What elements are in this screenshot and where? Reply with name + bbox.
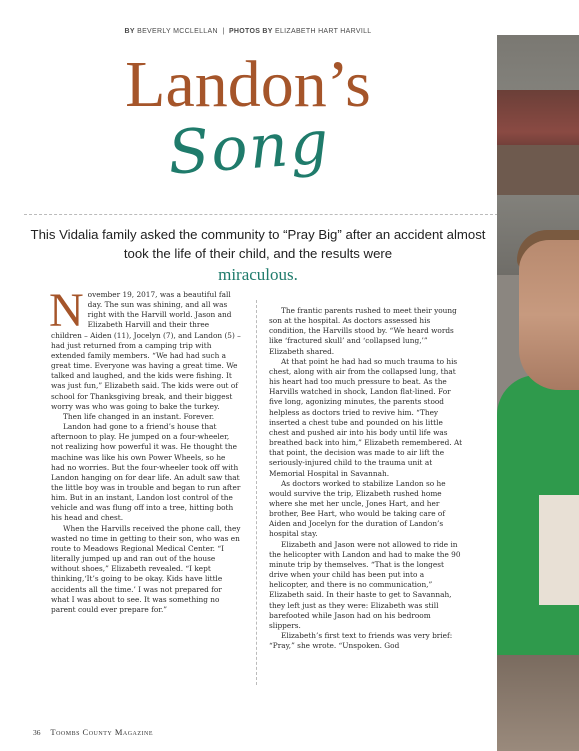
byline-by-label: BY	[124, 28, 135, 35]
byline-photographer: ELIZABETH HART HARVILL	[275, 28, 372, 35]
column-divider	[256, 300, 257, 685]
byline-separator: |	[222, 28, 225, 35]
photo-bottom	[497, 655, 579, 751]
photo-face	[519, 240, 579, 390]
byline	[0, 28, 496, 35]
title-main: Landon’s	[125, 48, 371, 121]
divider-top	[24, 214, 498, 215]
paragraph: Landon had gone to a friend’s house that afternoon to play. He jumped on a four-wheeler, not realizing how powerful it was. He thought the machine was like his own Power Wheels, so he had no worries. But the four-wheeler took off with Landon hanging on for dear life. An adult saw that the little boy was in trouble and began to run after him. But in an instant, Landon lost control of the vehicle and was flung off into a tree, hitting both his head and chest.	[51, 422, 241, 523]
paragraph: As doctors worked to stabilize Landon so he would survive the trip, Elizabeth rushed home where she met her uncle, Jones Hart, and her brother, Bee Hart, who would be taking care of Aiden and Jocelyn for the duration of Landon’s hospital stay.	[269, 478, 446, 539]
drop-cap: N	[49, 284, 84, 337]
paragraph: Elizabeth and Jason were not allowed to ride in the helicopter with Landon and had to make the 90 minute trip by themselves. “That is the longest drive when your child has been put into a helicopter, and there is no communication,” Elizabeth said. In their haste to get to Savannah, they left just as they were: Elizabeth was still barefooted while Jason had on his bedroom slippers.	[269, 539, 461, 630]
photo-mural-lower	[497, 145, 579, 195]
paragraph: At that point he had had so much trauma to his chest, along with air from the collapsed lung, that his heart had too much pressure to beat. As the Harvills watched in shock, Landon flat-lined. For five long, agonizing minutes, the parents stood helpless as doctors tried to revive him. “They inserted a chest tube and pounded on his little chest and pushed air into his body until life was breathed back into him,” Elizabeth remembered. At that point, the decision was made to air lift the seriously-injured child to the trauma unit at Memorial Hospital in Savannah.	[269, 356, 463, 478]
intro-highlight: miraculous.	[218, 265, 298, 284]
intro-deck	[30, 225, 486, 285]
photo-shirt-print	[539, 495, 579, 605]
article-column-1	[49, 284, 241, 615]
page-number: 36	[33, 728, 41, 737]
byline-author: BEVERLY MCCLELLAN	[137, 28, 218, 35]
page-footer	[33, 727, 153, 737]
paragraph: Elizabeth’s first text to friends was very brief: “Pray,” she wrote. “Unspoken. God	[269, 631, 453, 651]
magazine-name: Toombs County Magazine	[50, 727, 154, 737]
byline-photos-label: PHOTOS BY	[228, 28, 273, 35]
article-column-2	[269, 306, 463, 651]
paragraph: ovember 19, 2017, was a beautiful fall day. The sun was shining, and all was right with the Harvill world. Jason and Elizabeth Harvill and their three children – Aiden (11), Jocelyn (7), and Landon (5) – had just returned from a camping trip with extended family members. “We had had such a great time. Everyone was having a great time. We talked and laughed, and the kids were fishing. It was just fun,” Elizabeth said. The kids were out of school for Thanksgiving break, and their biggest worry was who was going to bake the turkey.	[51, 290, 241, 411]
boy-photo	[497, 35, 579, 751]
paragraph: When the Harvills received the phone call, they wasted no time in getting to their son, who was en route to Meadows Regional Medical Center. “I literally jumped up and ran out of the house without shoes,” Elizabeth revealed. “I kept thinking,‘It’s going to be okay. Kids have little accidents all the time.’ I was not prepared for what I was about to see. It was something no parent could ever prepare for.”	[51, 523, 241, 614]
intro-text: This Vidalia family asked the community to “Pray Big” after an accident almost took the life of their child, and the results were	[30, 227, 486, 261]
paragraph: The frantic parents rushed to meet their young son at the hospital. As doctors assessed his condition, the Harvills stood by. “We heard words like ‘fractured skull’ and ‘collapsed lung,’” Elizabeth shared.	[269, 306, 457, 356]
title-script: Song	[165, 107, 333, 189]
paragraph: Then life changed in an instant. Forever.	[63, 411, 215, 421]
